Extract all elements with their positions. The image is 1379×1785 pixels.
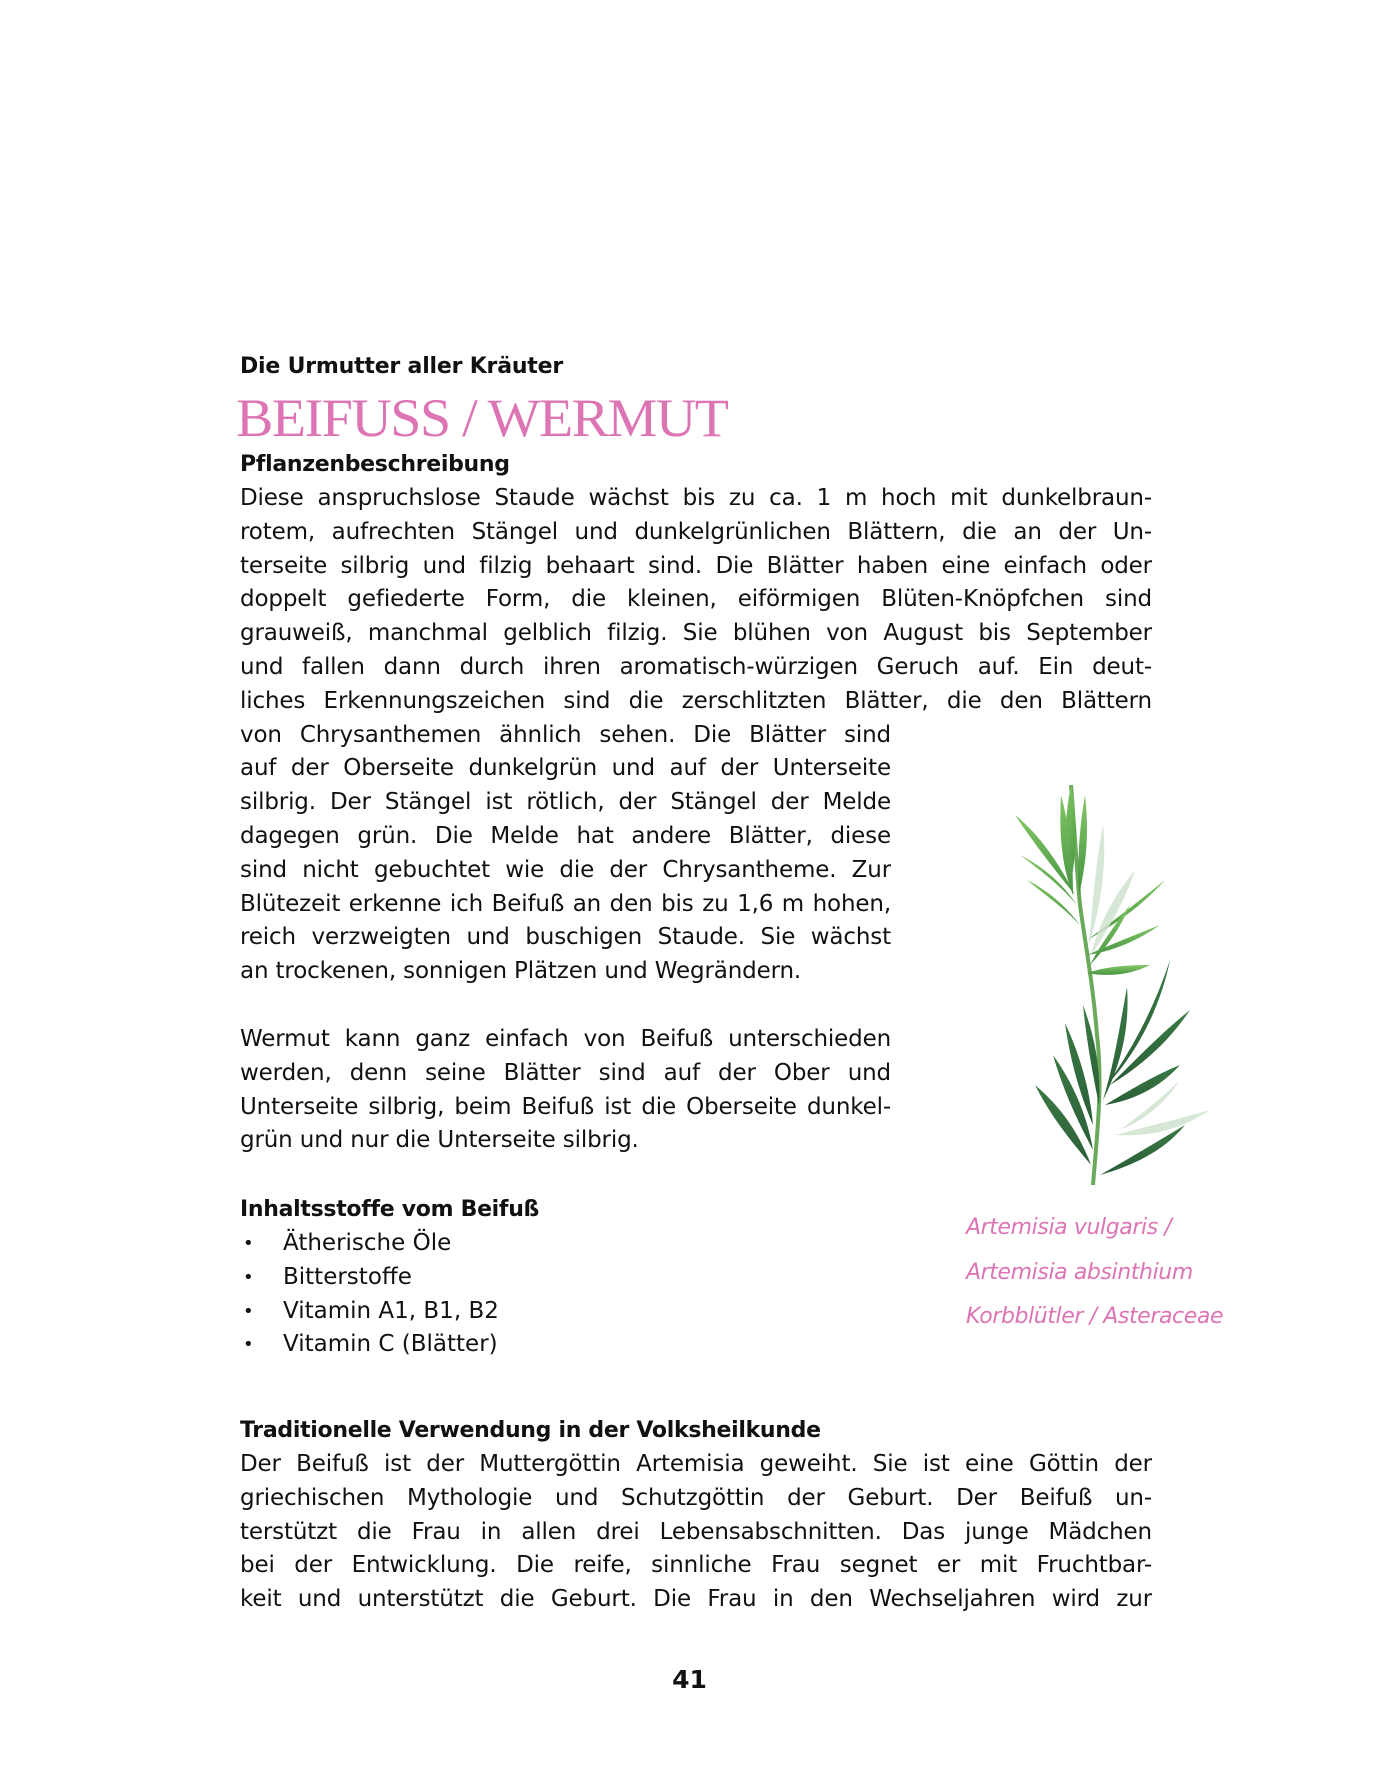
text-line: dagegen grün. Die Melde hat andere Blätter, diese (240, 822, 891, 849)
text-line: Unterseite silbrig, beim Beifuß ist die Oberseite dunkel- (240, 1093, 891, 1120)
traditional-use-paragraph (240, 1448, 1152, 1617)
ingredients-heading: Inhaltsstoffe vom Beifuß (240, 1197, 540, 1222)
text-line: und fallen dann durch ihren aromatisch-würzigen Geruch auf. Ein deut- (240, 653, 1152, 680)
plant-image (975, 755, 1225, 1205)
list-item (240, 1227, 499, 1261)
list-item-text: Ätherische Öle (283, 1230, 452, 1256)
text-line: keit und unterstützt die Geburt. Die Frau in den Wechseljahren wird zur (240, 1586, 1152, 1613)
text-line: sind nicht gebuchtet wie die der Chrysantheme. Zur (240, 856, 891, 883)
bullet-icon: • (243, 1233, 254, 1254)
text-line: terseite silbrig und filzig behaart sind. Die Blätter haben eine einfach oder (240, 552, 1152, 579)
text-line: Blütezeit erkenne ich Beifuß an den bis zu 1,6 m hohen, (240, 890, 891, 917)
description-paragraph-wide (240, 482, 1152, 719)
text-line: Der Beifuß ist der Muttergöttin Artemisia geweiht. Sie ist eine Göttin der (240, 1451, 1152, 1477)
traditional-use-heading: Traditionelle Verwendung in der Volksheilkunde (240, 1418, 821, 1443)
text-line: an trockenen, sonnigen Plätzen und Wegrändern. (240, 958, 802, 985)
text-line: rotem, aufrechten Stängel und dunkelgrünlichen Blättern, die an der Un- (240, 518, 1152, 545)
bullet-icon: • (243, 1266, 254, 1288)
text-line: Diese anspruchslose Staude wächst bis zu ca. 1 m hoch mit dunkelbraun- (240, 485, 1152, 511)
text-line: grauweiß, manchmal gelblich filzig. Sie blühen von August bis September (240, 620, 1152, 647)
artemisia-plant-icon (975, 755, 1225, 1205)
list-item-text: Vitamin A1, B1, B2 (283, 1297, 499, 1324)
wermut-paragraph (240, 1023, 891, 1158)
ingredients-list (240, 1227, 499, 1362)
caption-line-family: Korbblütler / Asteraceae (966, 1304, 1224, 1329)
text-line: terstützt die Frau in allen drei Lebensabschnitten. Das junge Mädchen (240, 1518, 1152, 1545)
list-item-text: Vitamin C (Blätter) (283, 1331, 498, 1358)
list-item (240, 1261, 499, 1295)
description-heading: Pflanzenbeschreibung (240, 452, 510, 477)
list-item (240, 1328, 499, 1362)
page-number: 41 (672, 1665, 707, 1694)
text-line: reich verzweigten und buschigen Staude. Sie wächst (240, 924, 891, 951)
description-paragraph-narrow (240, 719, 891, 989)
caption-line-absinthium: Artemisia absinthium (966, 1259, 1193, 1285)
section-kicker: Die Urmutter aller Kräuter (240, 354, 563, 379)
text-line: liches Erkennungszeichen sind die zerschlitzten Blätter, die den Blättern (240, 687, 1152, 714)
plant-caption (966, 1206, 1223, 1340)
caption-line-vulgaris: Artemisia vulgaris / (966, 1215, 1172, 1240)
list-item-text: Bitterstoffe (283, 1263, 412, 1290)
bullet-icon: • (243, 1300, 254, 1322)
text-line: Wermut kann ganz einfach von Beifuß unterschieden (240, 1026, 891, 1052)
text-line: silbrig. Der Stängel ist rötlich, der Stängel der Melde (240, 789, 891, 816)
page-title: BEIFUSS / WERMUT (236, 389, 728, 449)
list-item (240, 1295, 499, 1329)
text-line: grün und nur die Unterseite silbrig. (240, 1127, 639, 1154)
text-line: werden, denn seine Blätter sind auf der Ober und (240, 1059, 891, 1086)
bullet-icon: • (243, 1334, 254, 1356)
text-line: doppelt gefiederte Form, die kleinen, eiförmigen Blüten-Knöpfchen sind (240, 586, 1152, 613)
text-line: auf der Oberseite dunkelgrün und auf der Unterseite (240, 755, 891, 782)
text-line: griechischen Mythologie und Schutzgöttin der Geburt. Der Beifuß un- (240, 1484, 1152, 1511)
text-line: von Chrysanthemen ähnlich sehen. Die Blätter sind (240, 721, 891, 748)
text-line: bei der Entwicklung. Die reife, sinnliche Frau segnet er mit Fruchtbar- (240, 1552, 1152, 1579)
